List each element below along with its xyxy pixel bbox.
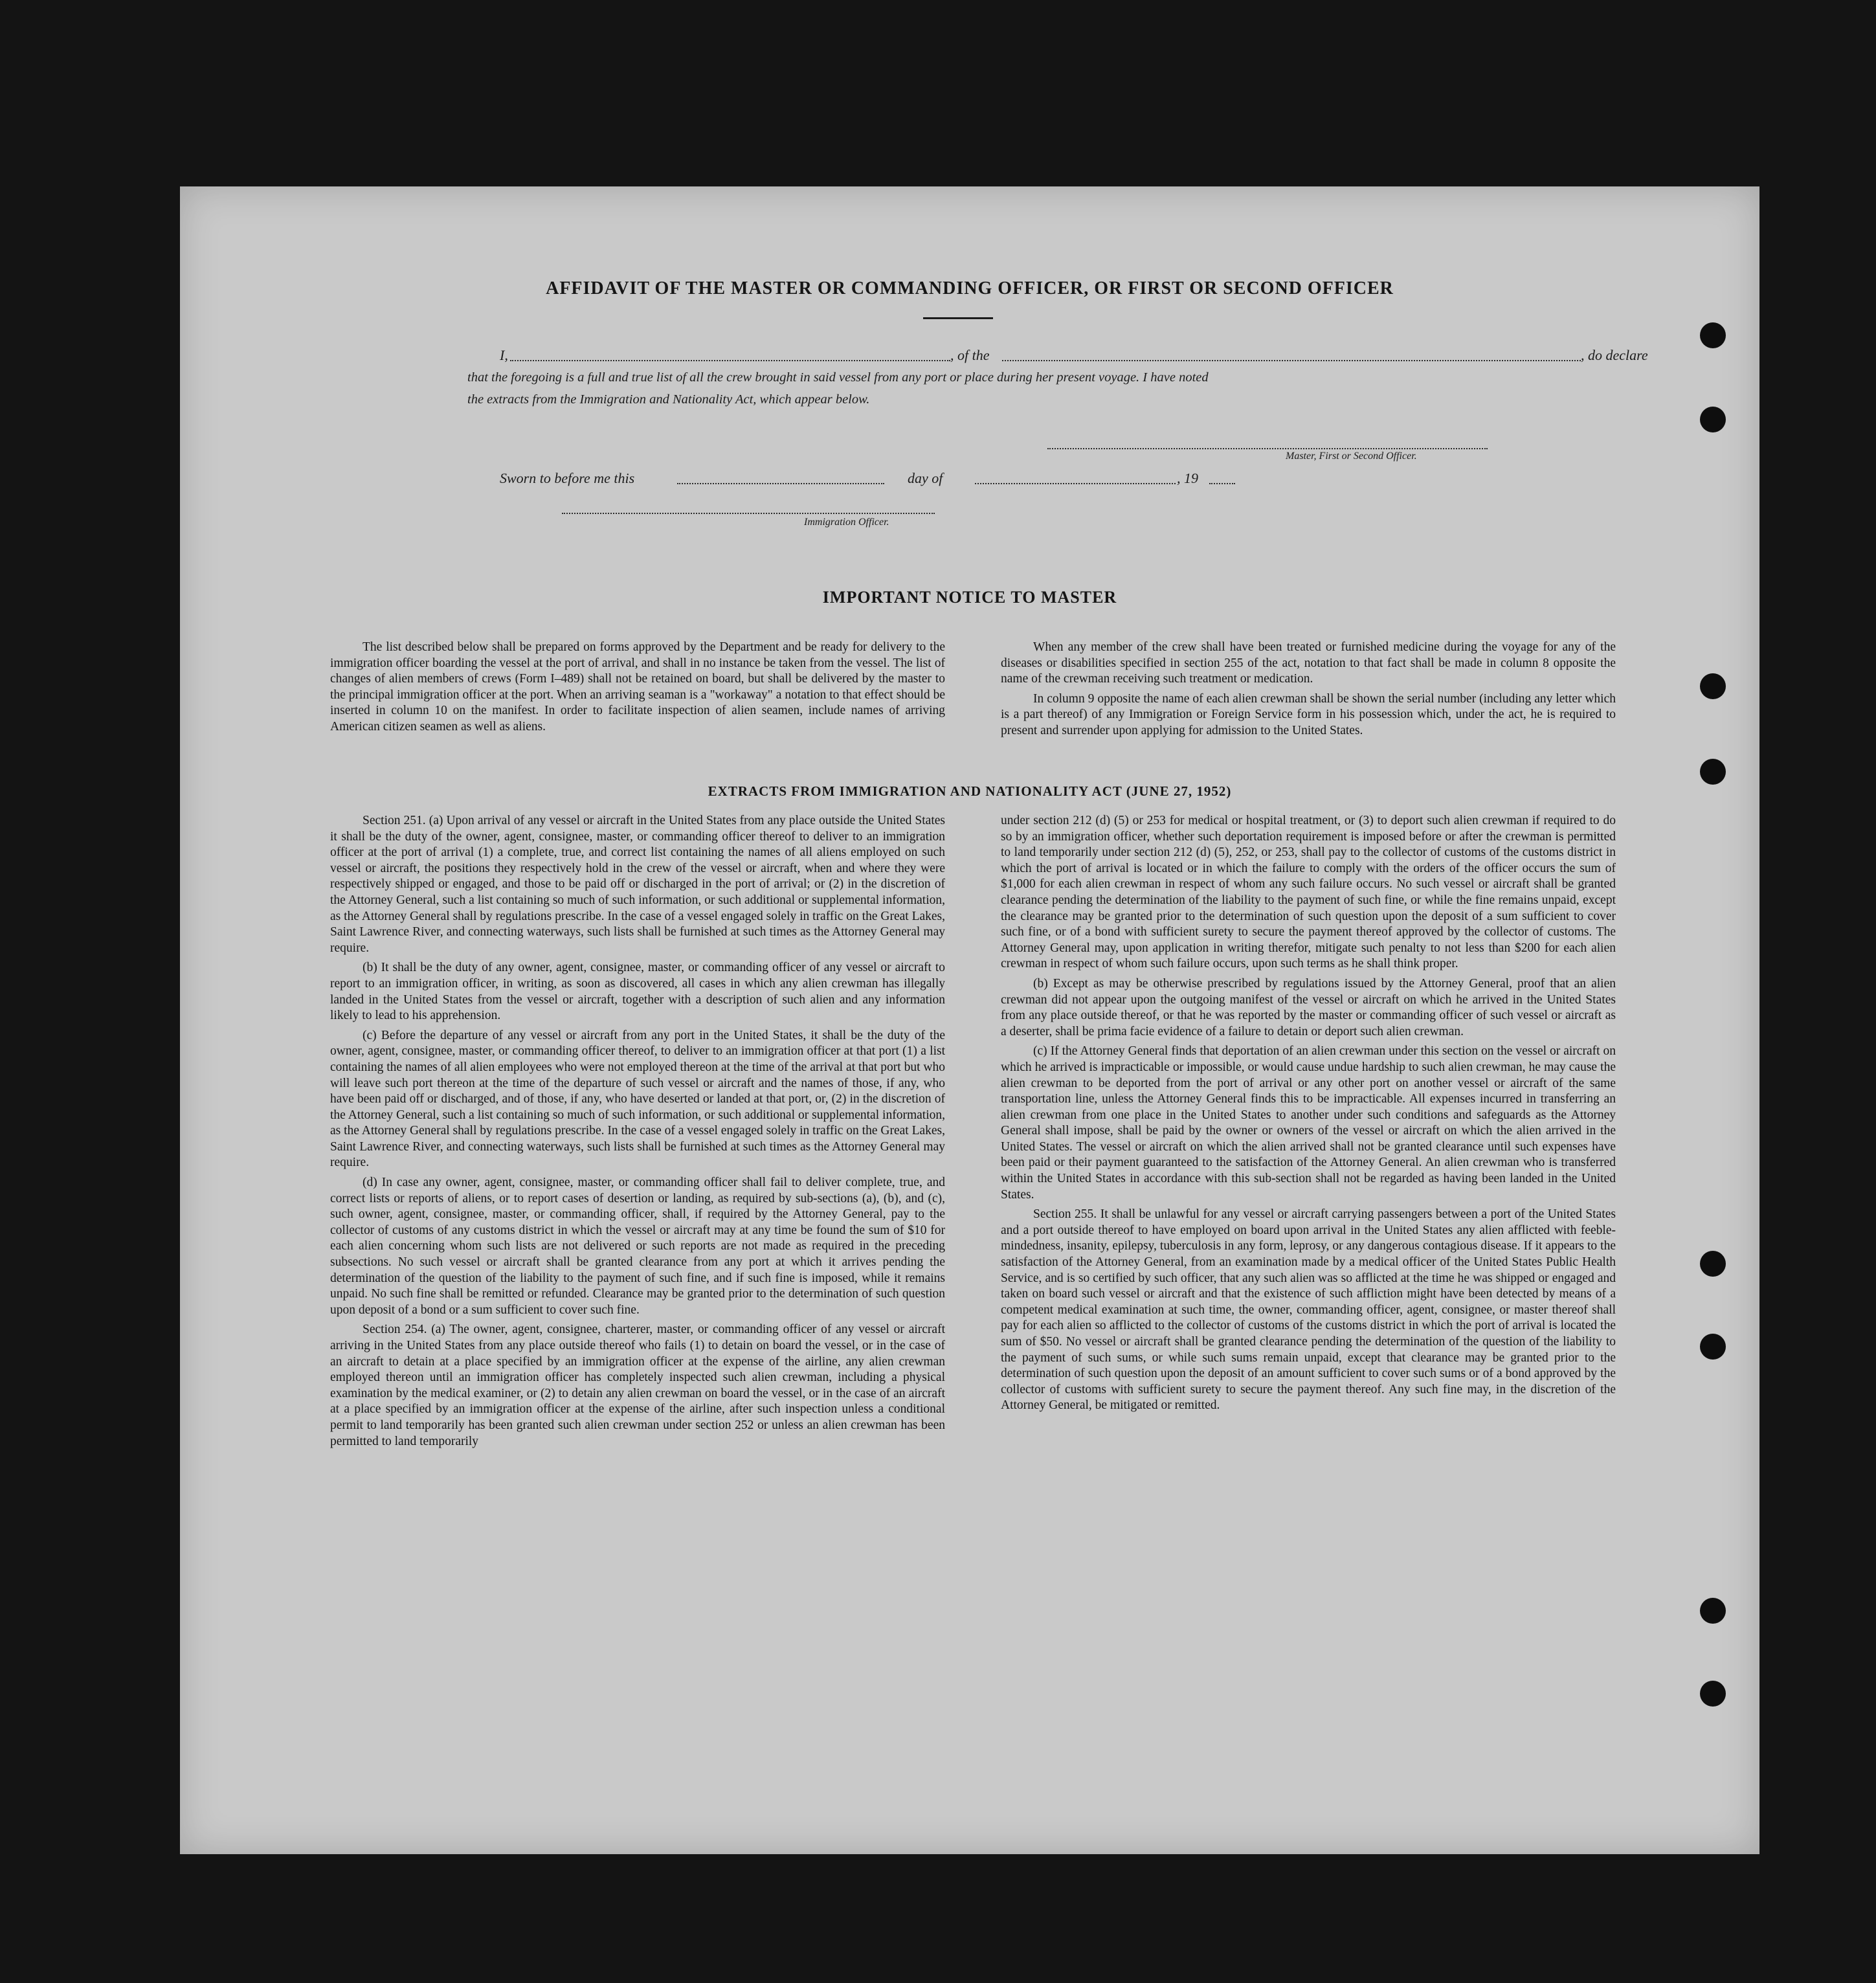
do-declare-label: , do declare [1581,347,1648,363]
section-255: Section 255. It shall be unlawful for any vessel or aircraft carrying passengers between a port of the United States and a port outside thereof to have employed on board upon arrival in the United States any alien afflicted with feeble-mindedness, insanity, epilepsy, tuberculosis in any form, leprosy, or any dangerous contagious disease. If it appears to the satisfaction of the Attorney General, from an examination made by a medical officer of the United States Public Health Service, and is so certified by such officer, that any such alien was so afflicted at the time he was shipped or engaged and taken on board such vessel or aircraft and that the existence of such affliction might have been detected by means of a competent medical examination at such time, the owner, commanding officer, agent, consignee, or master thereof shall pay for each alien so afflicted to the collector of customs of the customs district in which the port of arrival is located the sum of $50. No vessel or aircraft shall be granted clearance pending the determination of the question of the liability to the payment of such sums, or while such sums remain unpaid, except that clearance may be granted prior to the determination of such question upon the deposit of an amount sufficient to cover such sums or of a bond approved by the collector of customs with sufficient surety to secure the payment thereof. Any such fine may, in the discretion of the Attorney General, be mitigated or remitted. [1001,1207,1616,1413]
of-the-label: , of the [950,347,990,363]
declarant-prefix: I, [500,347,508,363]
section-251-a: Section 251. (a) Upon arrival of any vessel or aircraft in the United States from any place outside the United States it shall be the duty of the owner, agent, consignee, master, or commanding officer thereof to deliver to an immigration officer at the port of arrival (1) a complete, true, and correct list containing the names of all aliens employed on such vessel or aircraft, the positions they respectively hold in the crew of the vessel or aircraft, when and where they were respectively shipped or engaged, and those to be paid off or discharged in the port of arrival; or (2) in the discretion of the Attorney General, such a list containing so much of such information, or such additional or supplemental information, as the Attorney General shall by regulations prescribe. In the case of a vessel engaged solely in traffic on the Great Lakes, Saint Lawrence River, and connecting waterways, such lists shall be furnished at such times as the Attorney General may require. [330,814,945,955]
immigration-officer-caption: Immigration Officer. [804,517,889,528]
section-251-b: (b) It shall be the duty of any owner, agent, consignee, master, or commanding officer of any vessel or aircraft to report to an immigration officer, in writing, as soon as discovered, all cases in which any alien crewman has illegally landed in the United States from the vessel or aircraft, together with a description of such alien and any information likely to lead to his apprehension. [330,961,945,1023]
immigration-officer-signature-line [562,513,935,514]
declarant-name-blank [510,360,950,361]
binder-hole [1700,1251,1726,1277]
year-prefix-label: , 19 [1177,470,1198,486]
declaration-text-line2: that the foregoing is a full and true list of all the crew brought in said vessel from any port or place during her present voyage. I have noted [467,370,1209,385]
binder-hole [1700,759,1726,785]
document-page [180,186,1759,1854]
master-signature-caption: Master, First or Second Officer. [1286,451,1417,462]
notice-left-paragraph: The list described below shall be prepared on forms approved by the Department and be ready for delivery to the immigration officer boarding the vessel at the port of arrival, and shall in no instance be taken from the vessel. The list of changes of alien members of crews (Form I–489) shall not be retained on board, but shall be delivered by the master to the principal immigration officer at the port. When an arriving seaman is a "workaway" a notation to that effect should be inserted in column 10 on the manifest. In order to facilitate inspection of alien seamen, include names of arriving American citizen seamen as well as aliens. [330,640,945,734]
section-254-b: (b) Except as may be otherwise prescribed by regulations issued by the Attorney General, proof that an alien crewman did not appear upon the outgoing manifest of the vessel or aircraft on which he arrived in the United States from any place outside thereof, or that he was reported by the master or commanding officer of such vessel or aircraft as a deserter, shall be prima facie evidence of a failure to detain or deport such alien crewman. [1001,976,1616,1038]
sworn-day-blank [677,483,884,484]
extracts-title: EXTRACTS FROM IMMIGRATION AND NATIONALITY ACT (JUNE 27, 1952) [708,783,1232,799]
section-254-c: (c) If the Attorney General finds that deportation of an alien crewman under this section on the vessel or aircraft on which he arrived is impracticable or impossible, or would cause undue hardship to such alien crewman, he may cause the alien crewman to be deported from the port of arrival or any other port on another vessel or aircraft of the same transportation line, unless the Attorney General finds this to be impracticable. All expenses incurred in transferring an alien crewman from one place in the United States to another under such conditions and safeguards as the Attorney General shall impose, shall be paid by the owner or owners of the vessel or aircraft on which the alien arrived in the United States. The vessel or aircraft on which the alien arrived shall not be granted clearance until such expenses have been paid or their payment guaranteed to the satisfaction of the Attorney General. An alien crewman who is transferred within the United States in accordance with this sub-section shall not be regarded as having been landed in the United States. [1001,1044,1616,1202]
sworn-month-blank [975,483,1176,484]
notice-right-paragraph-1: When any member of the crew shall have been treated or furnished medicine during the voyage for any of the diseases or disabilities specified in section 255 of the act, notation to that fact shall be made in column 8 opposite the name of the crewman receiving such treatment or medication. [1001,640,1616,686]
notice-title: IMPORTANT NOTICE TO MASTER [822,588,1117,607]
binder-hole [1700,322,1726,348]
sworn-year-blank [1209,483,1235,484]
extracts-right-column [1001,813,1616,1418]
day-of-label: day of [908,470,943,486]
notice-left-column [330,640,945,739]
section-251-d: (d) In case any owner, agent, consignee, master, or commanding officer shall fail to deliver complete, true, and correct lists or reports of aliens, or to report cases of desertion or landing, as required by sub-sections (a), (b), and (c), such owner, agent, consignee, master, or commanding officer, shall, if required by the Attorney General, pay to the collector of customs of any customs district in which the vessel or aircraft may at any time be found the sum of $10 for each alien concerning whom such lists are not delivered or such reports are not made as required in the preceding subsections. No such vessel or aircraft shall be granted clearance from any port at which it arrives pending the determination of the question of the liability to the payment of such fine, and if such fine is imposed, while it remains unpaid. No such fine shall be remitted or refunded. Clearance may be granted prior to the determination of such question upon deposit of a bond or a sum sufficient to cover such fine. [330,1176,945,1317]
vessel-name-blank [1002,360,1581,361]
binder-hole [1700,1681,1726,1707]
binder-hole [1700,407,1726,432]
section-251-c: (c) Before the departure of any vessel or aircraft from any port in the United States, it shall be the duty of the owner, agent, consignee, master, or commanding officer thereof, to deliver to an immigration officer at that port (1) a list containing the names of all alien employees who were not employed thereon at the time of the arrival at that port but who will leave such port thereon at the time of the departure of such vessel or aircraft and the names of those, if any, who have been paid off or discharged, and of those, if any, who have deserted or landed at that port, or, (2) in the discretion of the Attorney General, such a list containing so much of such information, or such additional or supplemental information, as the Attorney General shall by regulations prescribe. In the case of a vessel engaged solely in traffic on the Great Lakes, Saint Lawrence River, and connecting waterways, such lists shall be furnished at such times as the Attorney General may require. [330,1028,945,1170]
binder-hole [1700,673,1726,699]
sworn-before-label: Sworn to before me this [500,470,635,486]
title-divider [923,317,993,319]
binder-hole [1700,1598,1726,1624]
notice-right-column [1001,640,1616,743]
notice-right-paragraph-2: In column 9 opposite the name of each alien crewman shall be shown the serial number (including any letter which is a part thereof) of any Immigration or Foreign Service form in his possession which, under the act, he is required to present and surrender upon applying for admission to the United States. [1001,691,1616,737]
section-254-a: Section 254. (a) The owner, agent, consignee, charterer, master, or commanding officer of any vessel or aircraft arriving in the United States from any place outside thereof who fails (1) to detain on board the vessel, or in the case of an aircraft to detain at a place specified by an immigration officer at the expense of the airline, any alien crewman employed thereon until an immigration officer has completely inspected such alien crewman, including a physical examination by the medical examiner, or (2) to detain any alien crewman on board the vessel, or in the case of an aircraft at a place specified by an immigration officer at the expense of the airline, after such inspection unless a conditional permit to land temporarily has been granted such alien crewman under section 252 or unless an alien crewman has been permitted to land temporarily [330,1323,945,1448]
extracts-left-column [330,813,945,1453]
master-signature-line [1047,448,1488,449]
section-254-a-continued: under section 212 (d) (5) or 253 for medical or hospital treatment, or (3) to deport such alien crewman if required to do so by an immigration officer, whether such deportation requirement is imposed before or after the crewman is permitted to land temporarily under section 212 (d) (5), 252, or 253, shall pay to the collector of customs of the customs district in which the port of arrival is located or in which the failure to comply with the orders of the officer occurs the sum of $1,000 for each alien crewman in respect of whom any such failure occurs. No such vessel or aircraft shall be granted clearance pending the determination of the liability to the payment of such fine, or while the fine remains unpaid, except the clearance may be granted prior to the determination of such question upon the deposit of a sum sufficient to cover such fine, or of a bond with sufficient surety to secure the payment thereof approved by the collector of customs. The Attorney General may, upon application in writing therefor, mitigate such penalty to not less than $200 for each alien crewman in respect of whom such failure occurs, upon such terms as he shall think proper. [1001,814,1616,971]
affidavit-title: AFFIDAVIT OF THE MASTER OR COMMANDING OFFICER, OR FIRST OR SECOND OFFICER [546,278,1394,298]
declaration-text-line3: the extracts from the Immigration and Nationality Act, which appear below. [467,392,870,407]
binder-hole [1700,1334,1726,1360]
